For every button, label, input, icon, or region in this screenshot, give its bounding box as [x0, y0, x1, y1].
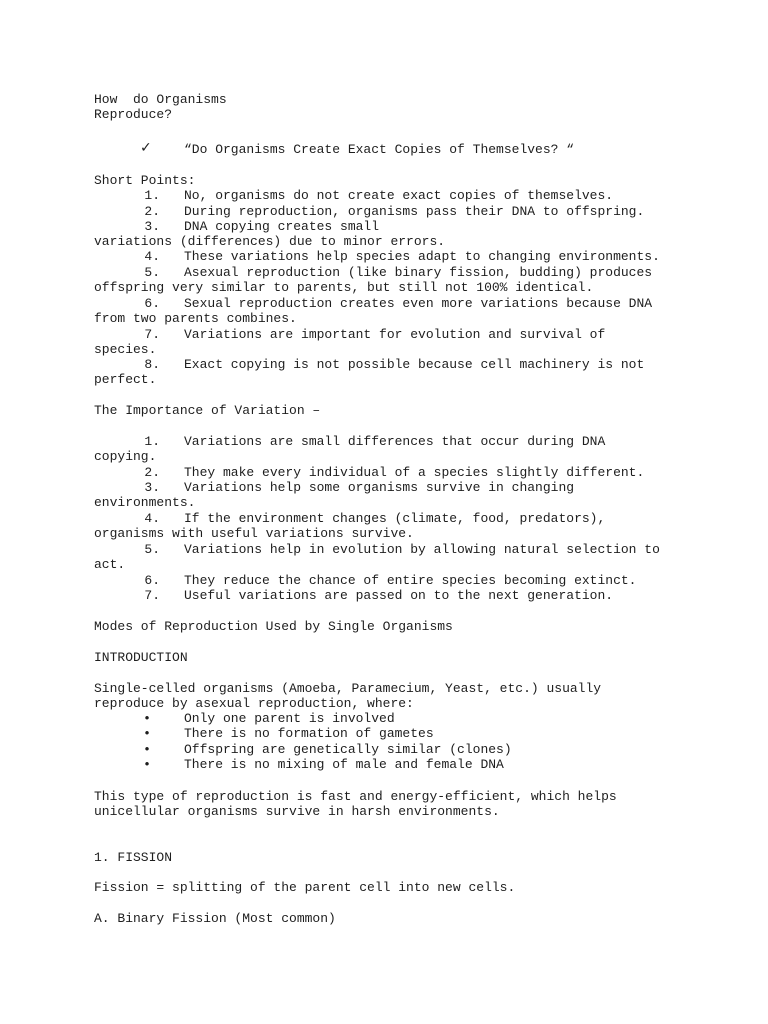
list-number: 1. — [144, 434, 160, 449]
list-item: Variations help some organisms survive in changing — [184, 480, 575, 495]
binary-fission-heading: A. Binary Fission (Most common) — [94, 911, 336, 926]
list-item: Useful variations are passed on to the next generation. — [184, 588, 614, 603]
list-item-continuation: act. — [94, 557, 126, 572]
fission-heading: 1. FISSION — [94, 850, 173, 865]
list-item-continuation: environments. — [94, 495, 196, 510]
list-item: They make every individual of a species slightly different. — [184, 465, 645, 480]
summary-line-2: unicellular organisms survive in harsh environments. — [94, 804, 500, 819]
list-item: No, organisms do not create exact copies of themselves. — [184, 188, 614, 203]
list-item-continuation: variations (differences) due to minor errors. — [94, 234, 446, 249]
question-text: “Do Organisms Create Exact Copies of Themselves? “ — [184, 142, 575, 157]
summary-line-1: This type of reproduction is fast and energy-efficient, which helps — [94, 789, 617, 804]
list-number: 6. — [144, 296, 160, 311]
list-item-continuation: perfect. — [94, 372, 157, 387]
bullet-item: There is no formation of gametes — [184, 726, 434, 741]
list-number: 2. — [144, 204, 160, 219]
list-number: 8. — [144, 357, 160, 372]
list-number: 5. — [144, 542, 160, 557]
list-number: 2. — [144, 465, 160, 480]
list-item-continuation: copying. — [94, 449, 157, 464]
list-number: 7. — [144, 327, 160, 342]
fission-definition: Fission = splitting of the parent cell into new cells. — [94, 880, 516, 895]
intro-text-line-1: Single-celled organisms (Amoeba, Paramecium, Yeast, etc.) usually — [94, 681, 602, 696]
list-item: If the environment changes (climate, food, predators), — [184, 511, 606, 526]
title-line-2: Reproduce? — [94, 107, 173, 122]
short-points-heading: Short Points: — [94, 173, 196, 188]
list-item-continuation: organisms with useful variations survive. — [94, 526, 414, 541]
bullet-item: There is no mixing of male and female DNA — [184, 757, 504, 772]
list-item: DNA copying creates small — [184, 219, 380, 234]
title-line-1: How do Organisms — [94, 92, 227, 107]
list-item: Asexual reproduction (like binary fission, budding) produces — [184, 265, 653, 280]
list-number: 7. — [144, 588, 160, 603]
bullet-icon: • — [143, 742, 151, 757]
list-number: 3. — [144, 219, 160, 234]
list-number: 6. — [144, 573, 160, 588]
list-number: 1. — [144, 188, 160, 203]
intro-text-line-2: reproduce by asexual reproduction, where: — [94, 696, 414, 711]
list-item-continuation: from two parents combines. — [94, 311, 297, 326]
list-number: 5. — [144, 265, 160, 280]
list-item-continuation: species. — [94, 342, 157, 357]
list-number: 4. — [144, 249, 160, 264]
intro-heading: INTRODUCTION — [94, 650, 188, 665]
bullet-item: Offspring are genetically similar (clones) — [184, 742, 512, 757]
list-number: 3. — [144, 480, 160, 495]
bullet-icon: • — [143, 726, 151, 741]
list-item: Variations are small differences that occur during DNA — [184, 434, 606, 449]
modes-heading: Modes of Reproduction Used by Single Organisms — [94, 619, 453, 634]
list-item: They reduce the chance of entire species becoming extinct. — [184, 573, 637, 588]
list-number: 4. — [144, 511, 160, 526]
bullet-icon: • — [143, 757, 151, 772]
bullet-item: Only one parent is involved — [184, 711, 395, 726]
importance-heading: The Importance of Variation – — [94, 403, 321, 418]
bullet-icon: • — [143, 711, 151, 726]
list-item: These variations help species adapt to changing environments. — [184, 249, 660, 264]
list-item: Variations help in evolution by allowing natural selection to — [184, 542, 660, 557]
list-item: Sexual reproduction creates even more variations because DNA — [184, 296, 653, 311]
check-mark-icon: ✓ — [140, 140, 152, 156]
list-item: During reproduction, organisms pass their DNA to offspring. — [184, 204, 645, 219]
list-item-continuation: offspring very similar to parents, but still not 100% identical. — [94, 280, 594, 295]
list-item: Exact copying is not possible because cell machinery is not — [184, 357, 645, 372]
list-item: Variations are important for evolution and survival of — [184, 327, 606, 342]
